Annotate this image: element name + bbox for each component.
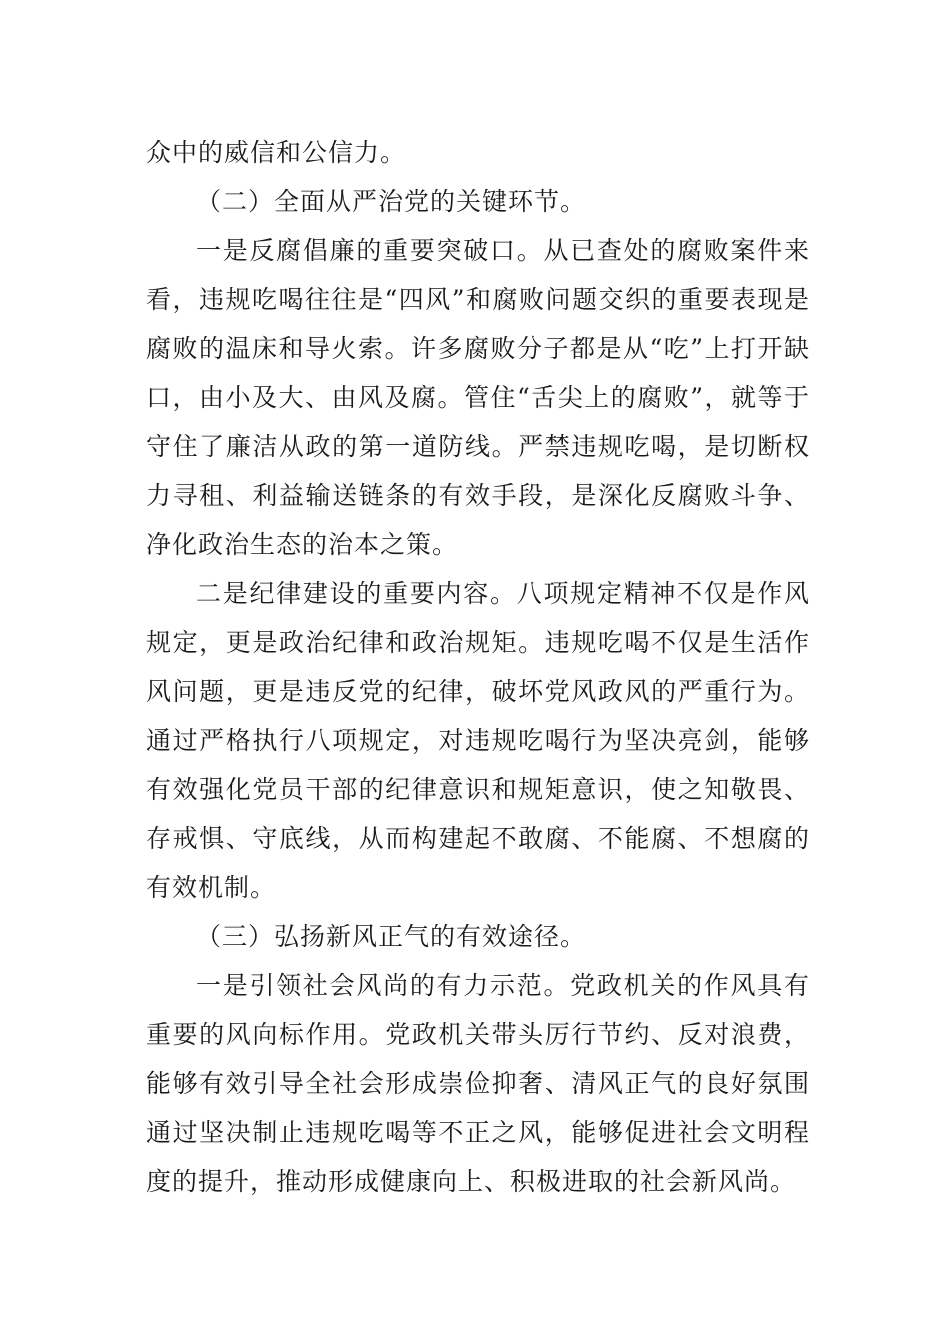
paragraph-continuation: 众中的威信和公信力。	[146, 138, 407, 167]
paragraph-social-ethos: 一是引领社会风尚的有力示范。党政机关的作风具有重要的风向标作用。党政机关带头厉行节约、反对浪费，能够有效引导全社会形成崇俭抑奢、清风正气的良好氛围通过坚决制止违规吃喝等不正之风，能够促进社会文明程度的提升，推动形成健康向上、积极进取的社会新风尚。	[146, 971, 810, 1196]
paragraph-discipline: 二是纪律建设的重要内容。八项规定精神不仅是作风规定，更是政治纪律和政治规矩。违规吃喝不仅是生活作风问题，更是违反党的纪律，破坏党风政风的严重行为。通过严格执行八项规定，对违规吃喝行为坚决亮剑，能够有效强化党员干部的纪律意识和规矩意识，使之知敬畏、存戒惧、守底线，从而构建起不敢腐、不能腐、不想腐的有效机制。	[146, 579, 810, 902]
paragraph-anti-corruption: 一是反腐倡廉的重要突破口。从已查处的腐败案件来看，违规吃喝往往是“四风”和腐败问题交织的重要表现是腐败的温床和导火索。许多腐败分子都是从“吃”上打开缺口，由小及大、由风及腐。管住“舌尖上的腐败”，就等于守住了廉洁从政的第一道防线。严禁违规吃喝，是切断权力寻租、利益输送链条的有效手段，是深化反腐败斗争、净化政治生态的治本之策。	[146, 236, 810, 559]
section-heading-3: （三）弘扬新风正气的有效途径。	[196, 922, 587, 951]
section-heading-2: （二）全面从严治党的关键环节。	[196, 187, 587, 216]
document-body	[146, 128, 810, 1206]
